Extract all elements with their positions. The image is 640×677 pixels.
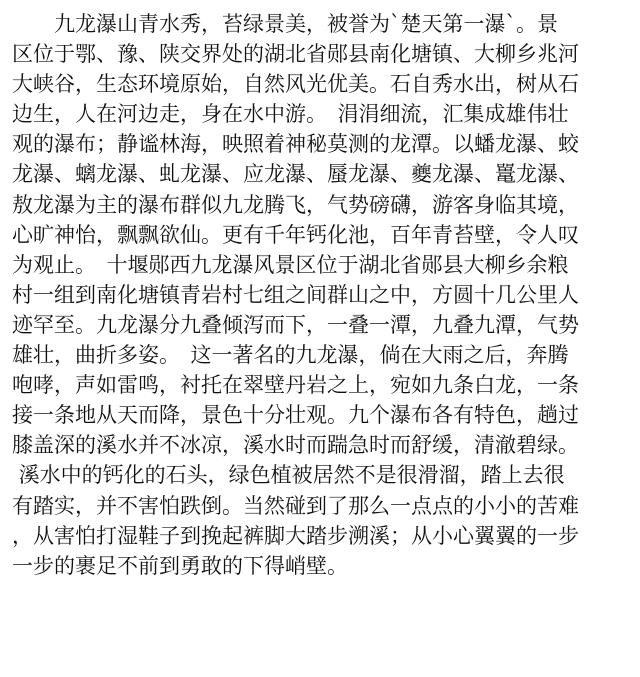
text-line: 一步的裹足不前到勇敢的下得峭壁。: [12, 553, 348, 578]
text-line: 九龙瀑山青水秀，苔绿景美，被誉为`楚天第一瀑`。景: [12, 12, 558, 36]
text-line: 有踏实，并不害怕跌倒。当然碰到了那么一点点的小小的苦难: [12, 493, 579, 518]
text-line: 村一组到南化塘镇青岩村七组之间群山之中，方圆十几公里人: [12, 282, 579, 307]
text-line: 区位于鄂、豫、陕交界处的湖北省郧县南化塘镇、大柳乡兆河: [12, 42, 579, 67]
text-line: 边生，人在河边走，身在水中游。 涓涓细流，汇集成雄伟壮: [12, 102, 569, 127]
text-line: 咆哮，声如雷鸣，衬托在翠壁丹岩之上，宛如九条白龙，一条: [12, 373, 579, 398]
text-line: 大峡谷，生态环境原始，自然风光优美。石自秀水出，树从石: [12, 72, 579, 97]
text-line: 龙瀑、螭龙瀑、虬龙瀑、应龙瀑、蜃龙瀑、夔龙瀑、鼍龙瀑、: [12, 162, 579, 187]
text-line: 敖龙瀑为主的瀑布群似九龙腾飞，气势磅礴，游客身临其境，: [12, 192, 579, 217]
text-line: 雄壮，曲折多姿。 这一著名的九龙瀑，倘在大雨之后，奔腾: [12, 343, 569, 368]
text-line: 观的瀑布；静谧林海，映照着神秘莫测的龙潭。以蟠龙瀑、蛟: [12, 132, 579, 157]
text-line: 膝盖深的溪水并不冰凉，溪水时而踹急时而舒缓，清澈碧绿。: [12, 433, 579, 458]
text-line: 迹罕至。九龙瀑分九叠倾泻而下，一叠一潭，九叠九潭，气势: [12, 312, 579, 337]
text-line: 接一条地从天而降，景色十分壮观。九个瀑布各有特色，趟过: [12, 403, 579, 428]
text-line: 心旷神怡，飘飘欲仙。更有千年钙化池，百年青苔壁，令人叹: [12, 222, 579, 247]
article-body: [12, 9, 636, 581]
text-line: 为观止。 十堰郧西九龙瀑风景区位于湖北省郧县大柳乡余粮: [12, 252, 569, 277]
text-line: ，从害怕打湿鞋子到挽起裤脚大踏步溯溪；从小心翼翼的一步: [12, 523, 579, 548]
text-line: 溪水中的钙化的石头，绿色植被居然不是很滑溜，踏上去很: [12, 463, 565, 488]
